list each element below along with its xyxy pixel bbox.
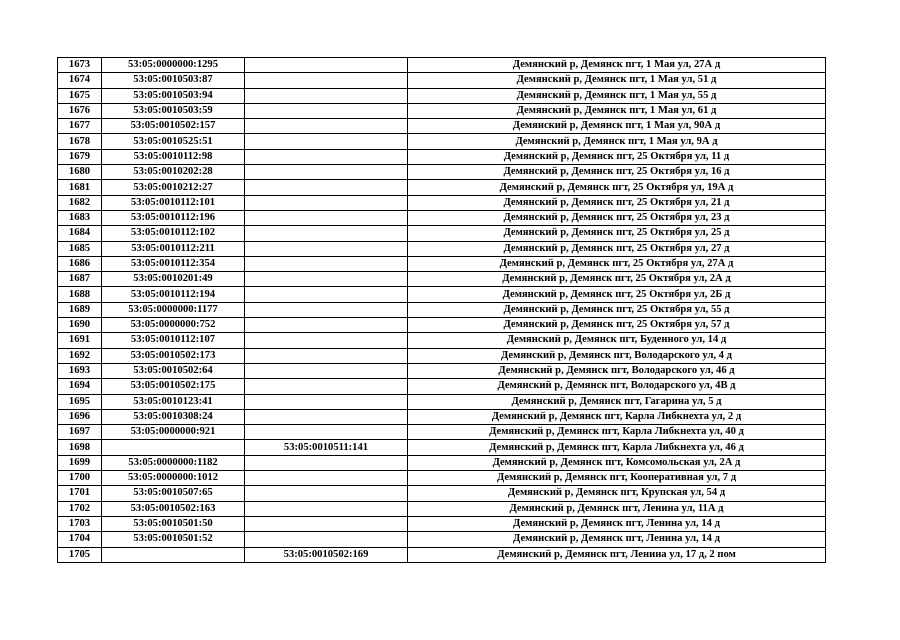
related-cadastral-number-cell — [245, 180, 408, 195]
table-row — [58, 88, 826, 103]
related-cadastral-number-cell — [245, 394, 408, 409]
cadastral-number-cell: 53:05:0010308:24 — [102, 409, 245, 424]
table-row — [58, 165, 826, 180]
address-cell: Демянский р, Демянск пгт, Карла Либкнехта ул, 46 д — [408, 440, 826, 455]
table-row — [58, 394, 826, 409]
table-row — [58, 516, 826, 531]
row-number-cell: 1702 — [58, 501, 102, 516]
table-row — [58, 149, 826, 164]
row-number-cell: 1689 — [58, 302, 102, 317]
row-number-cell: 1697 — [58, 425, 102, 440]
address-cell: Демянский р, Демянск пгт, 25 Октября ул, 27 д — [408, 241, 826, 256]
address-cell: Демянский р, Демянск пгт, Карла Либкнехта ул, 40 д — [408, 425, 826, 440]
address-cell: Демянский р, Демянск пгт, 1 Мая ул, 55 д — [408, 88, 826, 103]
cadastral-number-cell — [102, 440, 245, 455]
address-cell: Демянский р, Демянск пгт, Ленина ул, 14 д — [408, 516, 826, 531]
row-number-cell: 1705 — [58, 547, 102, 562]
cadastral-number-cell: 53:05:0010112:98 — [102, 149, 245, 164]
row-number-cell: 1692 — [58, 348, 102, 363]
table-row — [58, 256, 826, 271]
cadastral-number-cell: 53:05:0000000:1182 — [102, 455, 245, 470]
row-number-cell: 1676 — [58, 103, 102, 118]
row-number-cell: 1687 — [58, 272, 102, 287]
cadastral-number-cell: 53:05:0000000:1295 — [102, 58, 245, 73]
table-row — [58, 180, 826, 195]
address-cell: Демянский р, Демянск пгт, 1 Мая ул, 90А д — [408, 119, 826, 134]
cadastral-number-cell: 53:05:0010112:196 — [102, 210, 245, 225]
row-number-cell: 1684 — [58, 226, 102, 241]
address-cell: Демянский р, Демянск пгт, 25 Октября ул, 57 д — [408, 318, 826, 333]
row-number-cell: 1698 — [58, 440, 102, 455]
cadastral-number-cell: 53:05:0000000:1012 — [102, 471, 245, 486]
row-number-cell: 1703 — [58, 516, 102, 531]
address-cell: Демянский р, Демянск пгт, 25 Октября ул, 11 д — [408, 149, 826, 164]
related-cadastral-number-cell — [245, 409, 408, 424]
cadastral-number-cell: 53:05:0010123:41 — [102, 394, 245, 409]
table-row — [58, 195, 826, 210]
table-row — [58, 547, 826, 562]
related-cadastral-number-cell — [245, 58, 408, 73]
related-cadastral-number-cell — [245, 165, 408, 180]
address-cell: Демянский р, Демянск пгт, Володарского ул, 4 д — [408, 348, 826, 363]
address-cell: Демянский р, Демянск пгт, Комсомольская ул, 2А д — [408, 455, 826, 470]
cadastral-number-cell: 53:05:0010507:65 — [102, 486, 245, 501]
table-row — [58, 226, 826, 241]
row-number-cell: 1680 — [58, 165, 102, 180]
row-number-cell: 1682 — [58, 195, 102, 210]
related-cadastral-number-cell — [245, 134, 408, 149]
table-row — [58, 363, 826, 378]
address-cell: Демянский р, Демянск пгт, Ленина ул, 14 д — [408, 532, 826, 547]
address-cell: Демянский р, Демянск пгт, 25 Октября ул, 19А д — [408, 180, 826, 195]
table-row — [58, 287, 826, 302]
cadastral-number-cell — [102, 547, 245, 562]
cadastral-number-cell: 53:05:0010502:64 — [102, 363, 245, 378]
address-cell: Демянский р, Демянск пгт, 25 Октября ул, 2Б д — [408, 287, 826, 302]
cadastral-number-cell: 53:05:0010112:194 — [102, 287, 245, 302]
table-row — [58, 455, 826, 470]
row-number-cell: 1694 — [58, 379, 102, 394]
row-number-cell: 1704 — [58, 532, 102, 547]
table-row — [58, 501, 826, 516]
table-row — [58, 119, 826, 134]
address-cell: Демянский р, Демянск пгт, 1 Мая ул, 9А д — [408, 134, 826, 149]
address-cell: Демянский р, Демянск пгт, Карла Либкнехта ул, 2 д — [408, 409, 826, 424]
related-cadastral-number-cell — [245, 287, 408, 302]
cadastral-number-cell: 53:05:0010502:175 — [102, 379, 245, 394]
row-number-cell: 1675 — [58, 88, 102, 103]
cadastral-number-cell: 53:05:0010525:51 — [102, 134, 245, 149]
table-row — [58, 318, 826, 333]
related-cadastral-number-cell — [245, 425, 408, 440]
related-cadastral-number-cell — [245, 302, 408, 317]
related-cadastral-number-cell — [245, 486, 408, 501]
related-cadastral-number-cell: 53:05:0010502:169 — [245, 547, 408, 562]
related-cadastral-number-cell — [245, 149, 408, 164]
cadastral-number-cell: 53:05:0010503:87 — [102, 73, 245, 88]
related-cadastral-number-cell — [245, 103, 408, 118]
related-cadastral-number-cell — [245, 256, 408, 271]
row-number-cell: 1683 — [58, 210, 102, 225]
address-cell: Демянский р, Демянск пгт, Ленина ул, 11А д — [408, 501, 826, 516]
row-number-cell: 1691 — [58, 333, 102, 348]
cadastral-number-cell: 53:05:0010201:49 — [102, 272, 245, 287]
related-cadastral-number-cell — [245, 195, 408, 210]
row-number-cell: 1673 — [58, 58, 102, 73]
cadastral-number-cell: 53:05:0010112:107 — [102, 333, 245, 348]
address-cell: Демянский р, Демянск пгт, Буденного ул, 14 д — [408, 333, 826, 348]
table-row — [58, 134, 826, 149]
row-number-cell: 1696 — [58, 409, 102, 424]
address-cell: Демянский р, Демянск пгт, 1 Мая ул, 51 д — [408, 73, 826, 88]
related-cadastral-number-cell — [245, 333, 408, 348]
cadastral-number-cell: 53:05:0010112:211 — [102, 241, 245, 256]
table-row — [58, 379, 826, 394]
row-number-cell: 1686 — [58, 256, 102, 271]
address-cell: Демянский р, Демянск пгт, Володарского ул, 4В д — [408, 379, 826, 394]
related-cadastral-number-cell — [245, 318, 408, 333]
row-number-cell: 1700 — [58, 471, 102, 486]
address-cell: Демянский р, Демянск пгт, 25 Октября ул, 2А д — [408, 272, 826, 287]
cadastral-number-cell: 53:05:0010501:50 — [102, 516, 245, 531]
row-number-cell: 1695 — [58, 394, 102, 409]
cadastral-number-cell: 53:05:0010503:94 — [102, 88, 245, 103]
table-row — [58, 210, 826, 225]
cadastral-number-cell: 53:05:0010502:173 — [102, 348, 245, 363]
cadastral-number-cell: 53:05:0010502:163 — [102, 501, 245, 516]
related-cadastral-number-cell — [245, 455, 408, 470]
related-cadastral-number-cell — [245, 272, 408, 287]
address-cell: Демянский р, Демянск пгт, 25 Октября ул, 55 д — [408, 302, 826, 317]
address-cell: Демянский р, Демянск пгт, 25 Октября ул, 27А д — [408, 256, 826, 271]
cadastral-number-cell: 53:05:0010212:27 — [102, 180, 245, 195]
registry-table — [57, 57, 826, 563]
row-number-cell: 1678 — [58, 134, 102, 149]
cadastral-number-cell: 53:05:0010502:157 — [102, 119, 245, 134]
related-cadastral-number-cell — [245, 73, 408, 88]
table-row — [58, 103, 826, 118]
table-row — [58, 333, 826, 348]
related-cadastral-number-cell — [245, 516, 408, 531]
table-row — [58, 348, 826, 363]
row-number-cell: 1677 — [58, 119, 102, 134]
address-cell: Демянский р, Демянск пгт, Ленина ул, 17 д, 2 пом — [408, 547, 826, 562]
address-cell: Демянский р, Демянск пгт, 25 Октября ул, 25 д — [408, 226, 826, 241]
cadastral-number-cell: 53:05:0010112:102 — [102, 226, 245, 241]
related-cadastral-number-cell — [245, 226, 408, 241]
cadastral-number-cell: 53:05:0000000:921 — [102, 425, 245, 440]
related-cadastral-number-cell — [245, 363, 408, 378]
table-row — [58, 272, 826, 287]
address-cell: Демянский р, Демянск пгт, Крупская ул, 54 д — [408, 486, 826, 501]
row-number-cell: 1690 — [58, 318, 102, 333]
address-cell: Демянский р, Демянск пгт, 25 Октября ул, 23 д — [408, 210, 826, 225]
related-cadastral-number-cell — [245, 119, 408, 134]
address-cell: Демянский р, Демянск пгт, Володарского ул, 46 д — [408, 363, 826, 378]
cadastral-number-cell: 53:05:0010501:52 — [102, 532, 245, 547]
table-row — [58, 241, 826, 256]
address-cell: Демянский р, Демянск пгт, Гагарина ул, 5 д — [408, 394, 826, 409]
row-number-cell: 1674 — [58, 73, 102, 88]
related-cadastral-number-cell — [245, 210, 408, 225]
cadastral-number-cell: 53:05:0010503:59 — [102, 103, 245, 118]
address-cell: Демянский р, Демянск пгт, 25 Октября ул, 21 д — [408, 195, 826, 210]
row-number-cell: 1685 — [58, 241, 102, 256]
table-row — [58, 440, 826, 455]
related-cadastral-number-cell — [245, 501, 408, 516]
cadastral-number-cell: 53:05:0010112:101 — [102, 195, 245, 210]
cadastral-number-cell: 53:05:0010202:28 — [102, 165, 245, 180]
row-number-cell: 1693 — [58, 363, 102, 378]
table-row — [58, 58, 826, 73]
address-cell: Демянский р, Демянск пгт, 1 Мая ул, 61 д — [408, 103, 826, 118]
table-row — [58, 486, 826, 501]
address-cell: Демянский р, Демянск пгт, 1 Мая ул, 27А д — [408, 58, 826, 73]
table-row — [58, 73, 826, 88]
related-cadastral-number-cell — [245, 379, 408, 394]
row-number-cell: 1679 — [58, 149, 102, 164]
table-row — [58, 471, 826, 486]
table-row — [58, 409, 826, 424]
row-number-cell: 1699 — [58, 455, 102, 470]
related-cadastral-number-cell — [245, 471, 408, 486]
related-cadastral-number-cell — [245, 348, 408, 363]
related-cadastral-number-cell: 53:05:0010511:141 — [245, 440, 408, 455]
address-cell: Демянский р, Демянск пгт, Кооперативная ул, 7 д — [408, 471, 826, 486]
related-cadastral-number-cell — [245, 88, 408, 103]
table-row — [58, 532, 826, 547]
cadastral-number-cell: 53:05:0000000:1177 — [102, 302, 245, 317]
registry-table-body — [58, 58, 826, 563]
address-cell: Демянский р, Демянск пгт, 25 Октября ул, 16 д — [408, 165, 826, 180]
row-number-cell: 1688 — [58, 287, 102, 302]
cadastral-number-cell: 53:05:0010112:354 — [102, 256, 245, 271]
table-row — [58, 425, 826, 440]
cadastral-number-cell: 53:05:0000000:752 — [102, 318, 245, 333]
table-row — [58, 302, 826, 317]
related-cadastral-number-cell — [245, 241, 408, 256]
row-number-cell: 1701 — [58, 486, 102, 501]
related-cadastral-number-cell — [245, 532, 408, 547]
row-number-cell: 1681 — [58, 180, 102, 195]
